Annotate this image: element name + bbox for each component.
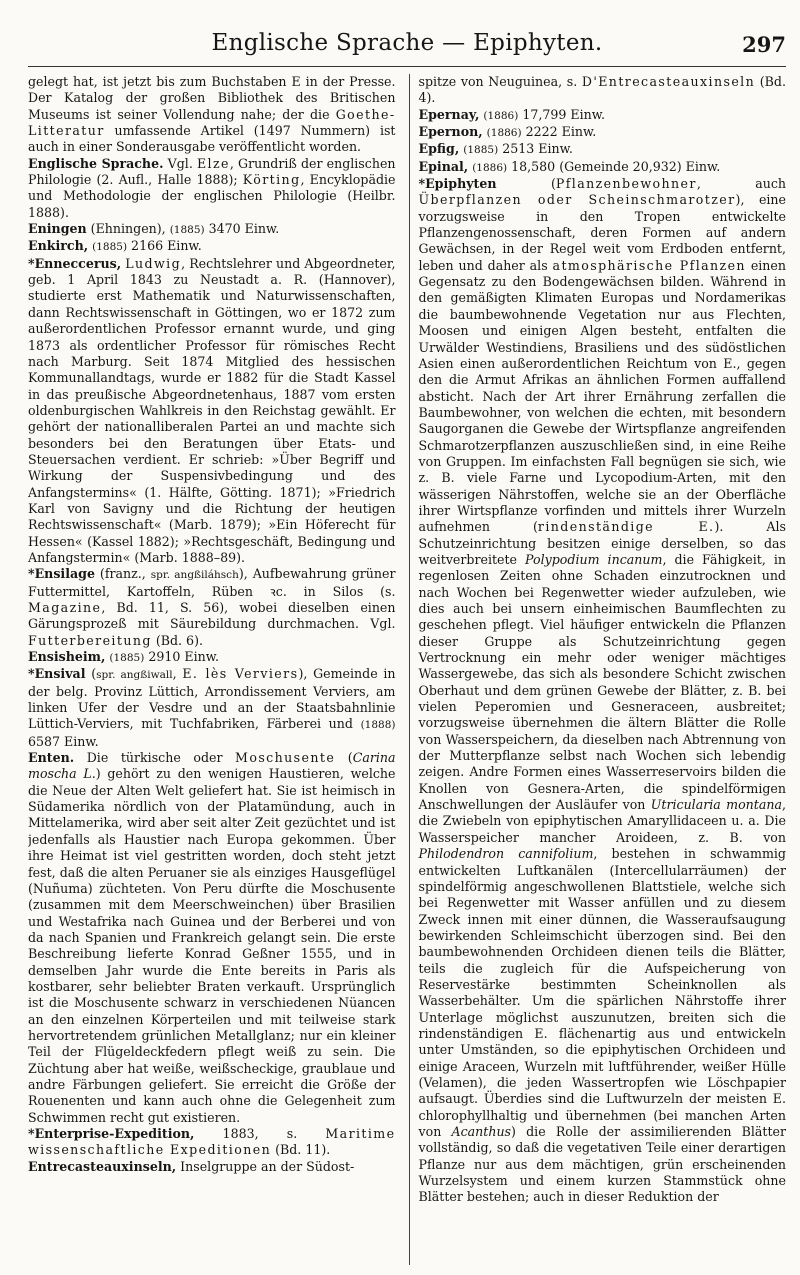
- entry-text: atmosphärische Pflanzen: [552, 257, 746, 273]
- entry-text: einen Gegensatz zu den Bodengewächsen bilden. Während in den gemäßigten Klimaten Europas und Nordamerikas die baumbewohnende Vegetation nur aus Flechten, Moosen und einigen Algen besteht, entfalten die Urwälder Westindiens, Brasiliens und des südöstlichen Asien einen außerordentlichen Reichtum von E., gegen den die Armut Afrikas an ähnlichen Formen auffallend absticht. Nach der Art ihrer Ernährung zerfallen die Baumbewohner, von welchen die echten, mit besondern Saugorganen die Gewebe der Wirtspflanze angreifenden Schmarotzerpflanzen auszuschließen sind, in eine Reihe von Gruppen. Im einfachsten Fall begnügen sie sich, wie z. B. viele Farne und Lycopodium-Arten, mit den wässerigen Nährstoffen, welche sie an der Oberfläche ihrer Wirtspflanze vorfinden und mittels ihrer Wurzeln aufnehmen (: [418, 257, 786, 535]
- entry-text: , bestehen in schwammig entwickelten Luftkanälen (Intercellularräumen) der spindelförmig angeschwollenen Blattstiele, welche sich bei Regenwetter mit Wasser anfüllen und zu diesem Zweck innen mit einer dünnen, die Wasseraufsaugung bewirkenden Schleimschicht überzogen sind. Bei den baumbewohnenden Orchideen dienen teils die Blätter, teils die zugleich für die Aufspeicherung von Reservestärke bestimmten Scheinknollen als Wasserbehälter. Um die spärlichen Nährstoffe ihrer Unterlage möglichst auszunutzen, breiten sich die rindenständigen E. flächenartig aus und entwickeln unter Umständen, so die epiphytischen Orchideen und einige Araceen, Wurzeln mit luftführender, weißer Hülle (Velamen), die jeden Wassertropfen wie Löschpapier aufsaugt. Überdies sind die Luftwurzeln der meisten E. chlorophyllhaltig und übernehmen (bei manchen Arten von: [418, 846, 786, 1139]
- entry-text: Carina moscha L.: [28, 750, 396, 782]
- entry-text: Elze: [196, 155, 230, 171]
- dictionary-entry: [28, 256, 396, 567]
- entry-text: (1885): [463, 144, 499, 157]
- entry-text: Acanthus: [451, 1124, 512, 1139]
- entry-headword: Epernon,: [418, 124, 483, 140]
- text-columns: [28, 74, 786, 1265]
- entry-text: D'Entrecasteauxinseln: [581, 74, 756, 89]
- dictionary-entry: [419, 159, 787, 176]
- entry-text: Moschusente: [235, 750, 336, 766]
- dictionary-entry: [28, 566, 396, 649]
- entry-text: 3470 Einw.: [204, 221, 280, 237]
- running-title: Englische Sprache — Epiphyten.: [211, 30, 603, 56]
- entry-text: Polypodium incanum: [525, 551, 663, 567]
- entry-text: Magazine: [28, 600, 102, 615]
- page-number: 297: [742, 32, 786, 57]
- right-column: [409, 74, 787, 1265]
- entry-headword: Epinal,: [418, 158, 469, 174]
- dictionary-entry: [28, 221, 396, 238]
- entry-text: Die türkische oder: [74, 750, 236, 766]
- entry-text: (1886): [486, 127, 522, 140]
- dictionary-entry: [419, 176, 787, 1206]
- entry-text: Philodendron cannifolium: [418, 846, 594, 862]
- entry-headword: *Ensilage: [28, 566, 95, 582]
- entry-text: Goethe-Litteratur: [28, 106, 396, 139]
- entry-text: (Bd. 11).: [271, 1142, 331, 1158]
- entry-text: (Bd. 4).: [418, 74, 786, 106]
- entry-text: , Bd. 11, S. 56), wobei dieselben einen Gärungsprozeß mit Säurebildung durchmachen. Vgl.: [28, 600, 396, 632]
- entry-text: spr. angßiwall: [96, 669, 173, 682]
- entry-text: (1886): [483, 109, 519, 122]
- entry-text: Maritime wissenschaftliche Expeditionen: [28, 1126, 396, 1158]
- dictionary-entry: [28, 666, 396, 750]
- dictionary-entry: [28, 649, 396, 666]
- entry-text: 2166 Einw.: [127, 238, 202, 254]
- dictionary-entry: [419, 74, 787, 107]
- entry-headword: Englische Sprache.: [28, 155, 164, 171]
- entry-headword: Enkirch,: [28, 238, 89, 254]
- entry-headword: *Epiphyten: [418, 176, 497, 192]
- entry-text: , die Zwiebeln von epiphytischen Amaryllidaceen u. a. Die Wasserspeicher mancher Aroideen, z. B. von: [418, 797, 786, 845]
- dictionary-entry: [28, 1126, 396, 1159]
- entry-text: (: [335, 750, 353, 766]
- entry-text: 6587 Einw.: [28, 733, 99, 749]
- entry-text: ,: [172, 666, 183, 682]
- entry-text: ), Gemeinde in der belg. Provinz Lüttich, Arrondissement Verviers, am linken Ufer der Vesdre und an der Staatsbahnlinie Lüttich-Verviers, mit Tuchfabriken, Färberei und: [28, 666, 396, 732]
- dictionary-entry: [28, 156, 396, 221]
- entry-text: ). Als Schutzeinrichtung besitzen einige derselben, so das weitverbreitete: [418, 519, 786, 567]
- entry-headword: Epfig,: [418, 141, 460, 157]
- entry-text: 2222 Einw.: [521, 124, 597, 140]
- entry-text: 17,799 Einw.: [518, 106, 606, 122]
- entry-text: , Encyklopädie und Methodologie der englischen Philologie (Heilbr. 1888).: [28, 172, 396, 220]
- dictionary-entry: [419, 107, 787, 124]
- entry-headword: Enten.: [28, 750, 75, 766]
- entry-text: Körting: [242, 172, 301, 188]
- entry-text: Utricularia montana: [650, 797, 782, 813]
- entry-text: E. lès Verviers: [182, 666, 299, 682]
- entry-text: (Bd. 6).: [151, 632, 203, 648]
- entry-text: Überpflanzen oder Scheinschmarotzer: [418, 192, 736, 208]
- entry-text: (1885): [92, 241, 128, 254]
- dictionary-entry: [28, 750, 396, 1126]
- entry-text: 18,580 (Gemeinde 20,932) Einw.: [507, 158, 721, 174]
- entry-text: , auch: [696, 176, 786, 192]
- dictionary-entry: [28, 238, 396, 255]
- entry-text: Inselgruppe an der Südost-: [176, 1158, 355, 1174]
- entry-headword: Ensisheim,: [28, 649, 106, 665]
- entry-text: (1888): [360, 719, 396, 732]
- entry-text: gelegt hat, ist jetzt bis zum Buchstaben E in der Presse. Der Katalog der großen Bibliothek des Britischen Museums ist seiner Vollendung nahe; der die: [28, 74, 396, 122]
- entry-text: 1883, s.: [194, 1126, 326, 1141]
- entry-text: , Grundriß der englischen Philologie (2. Aufl., Halle 1888);: [28, 155, 396, 188]
- entry-text: (Ehningen),: [86, 221, 170, 237]
- entry-text: Ludwig: [125, 255, 182, 271]
- entry-text: , die Fähigkeit, in regenlosen Zeiten ohne Schaden einzutrocknen und nach Wochen bei Regenwetter wieder aufzuleben, wie dies auch bei unsern einheimischen Baumflechten zu geschehen pflegt. Viel häufiger entwickeln die Pflanzen dieser Gruppe als Schutzeinrichtung gegen Vertrocknung ein mehr oder weniger mächtiges Wassergewebe, das sich als besondere Schicht zwischen Oberhaut und dem grünen Gewebe der Blätter, z. B. bei vielen Peperomien und Gesneraceen, ausbreitet; vorzugsweise übernehmen die ältern Blätter die Rolle von Wasserspeichern, da dieselben nach Abtrennung von der Mutterpflanze selbst nach Wochen sich lebendig zeigen. Andre Formen eines Wasserreservoirs bilden die Knollen von Gesnera-Arten, die spindelförmigen Anschwellungen der Ausläufer von: [418, 551, 786, 813]
- entry-text: Futterbereitung: [28, 632, 152, 648]
- entry-text: ) gehört zu den wenigen Haustieren, welche die Neue der Alten Welt geliefert hat. Sie ist heimisch in Südamerika nördlich von der Platamündung, auch in Mittelamerika, wird aber seit alter Zeit gezüchtet und ist jedenfalls als Haustier nach Europa gekommen. Über ihre Heimat ist viel gestritten worden, doch steht jetzt fest, daß die alten Peruaner sie als einziges Hausgeflügel (Nuñuma) züchteten. Von Peru dürfte die Moschusente (zusammen mit dem Meerschweinchen) über Brasilien und Westafrika nach Guinea und der Berberei und von da nach Spanien und Frankreich gelangt sein. Die erste Beschreibung lieferte Konrad Geßner 1555, und in demselben Jahr wurde die Ente bereits in Paris als kostbarer, sehr beliebter Braten verkauft. Ursprünglich ist die Moschusente schwarz in verschiedenen Nüancen an den einzelnen Körperteilen und mit teilweise stark hervortretendem grünlichen Metallglanz; nur ein kleiner Teil der Flügeldeckfedern pflegt weiß zu sein. Die Züchtung aber hat weiße, weißscheckige, graublaue und andre Färbungen geliefert. Sie erreicht die Größe der Rouenenten und kann auch ohne die Gelegenheit zum Schwimmen recht gut existieren.: [28, 766, 396, 1125]
- entry-text: 2910 Einw.: [144, 649, 220, 665]
- entry-text: spitze von Neuguinea, s.: [418, 74, 582, 89]
- entry-text: (franz.,: [94, 566, 151, 582]
- left-column: [28, 74, 396, 1265]
- dictionary-entry: [28, 74, 396, 156]
- entry-text: ), Aufbewahrung grüner Futtermittel, Kartoffeln, Rüben ꝛc. in Silos (s.: [28, 566, 396, 599]
- entry-text: (: [85, 666, 97, 682]
- entry-text: rindenständige E.: [537, 519, 715, 535]
- entry-text: (: [496, 176, 556, 192]
- entry-headword: *Enneccerus,: [28, 255, 122, 271]
- page-header: [28, 26, 786, 67]
- entry-headword: Epernay,: [418, 106, 480, 122]
- dictionary-entry: [419, 124, 787, 141]
- entry-text: ), eine vorzugsweise in den Tropen entwickelte Pflanzengenossenschaft, deren Formen auf andern Gewächsen, in der Regel weit vom Erdboden entfernt, leben und daher als: [418, 192, 786, 273]
- entry-text: 2513 Einw.: [498, 141, 573, 157]
- entry-text: umfassende Artikel (1497 Nummern) ist auch in einer Sonderausgabe veröffentlicht worden.: [28, 123, 396, 155]
- entry-headword: Entrecasteauxinseln,: [28, 1158, 177, 1174]
- entry-text: (1885): [109, 652, 145, 665]
- entry-text: Vgl.: [163, 155, 197, 171]
- entry-text: (1885): [169, 224, 205, 237]
- entry-headword: *Ensival: [28, 666, 86, 682]
- entry-text: ) die Rolle der assimilierenden Blätter vollständig, so daß die vegetativen Teile einer derartigen Pflanze nur aus dem mächtigen, grün erscheinenden Wurzelsystem und einem kurzen Stammstück ohne Blätter bestehen; auch in dieser Reduktion der: [418, 1124, 786, 1205]
- entry-text: , Rechtslehrer und Abgeordneter, geb. 1 April 1843 zu Neustadt a. R. (Hannover), studierte erst Mathematik und Naturwissenschaften, dann Rechtswissenschaft in Göttingen, wo er 1872 zum außerordentlichen Professor ernannt wurde, und ging 1873 als ordentlicher Professor für römisches Recht nach Marburg. Seit 1874 Mitglied des hessischen Kommunallandtags, wurde er 1882 für die Stadt Kassel in das preußische Abgeordnetenhaus, 1887 vom ersten oldenburgischen Wahlkreis in den Reichstag gewählt. Er gehört der nationalliberalen Partei an und machte sich besonders bei den Beratungen über Etats- und Steuersachen verdient. Er schrieb: »Über Begriff und Wirkung der Suspensivbedingung und des Anfangstermins« (1. Hälfte, Götting. 1871); »Friedrich Karl von Savigny und die Richtung der heutigen Rechtswissenschaft« (Marb. 1879); »Ein Höferecht für Hessen« (Kassel 1882); »Rechtsgeschäft, Bedingung und Anfangstermin« (Marb. 1888–89).: [28, 255, 396, 565]
- dictionary-entry: [419, 141, 787, 158]
- entry-text: (1886): [472, 161, 508, 174]
- entry-headword: Eningen: [28, 221, 87, 237]
- entry-text: Pflanzenbewohner: [555, 176, 697, 192]
- dictionary-entry: [28, 1159, 396, 1175]
- entry-headword: *Enterprise-Expedition,: [28, 1126, 195, 1141]
- entry-text: spr. angßiláhsch: [150, 569, 239, 582]
